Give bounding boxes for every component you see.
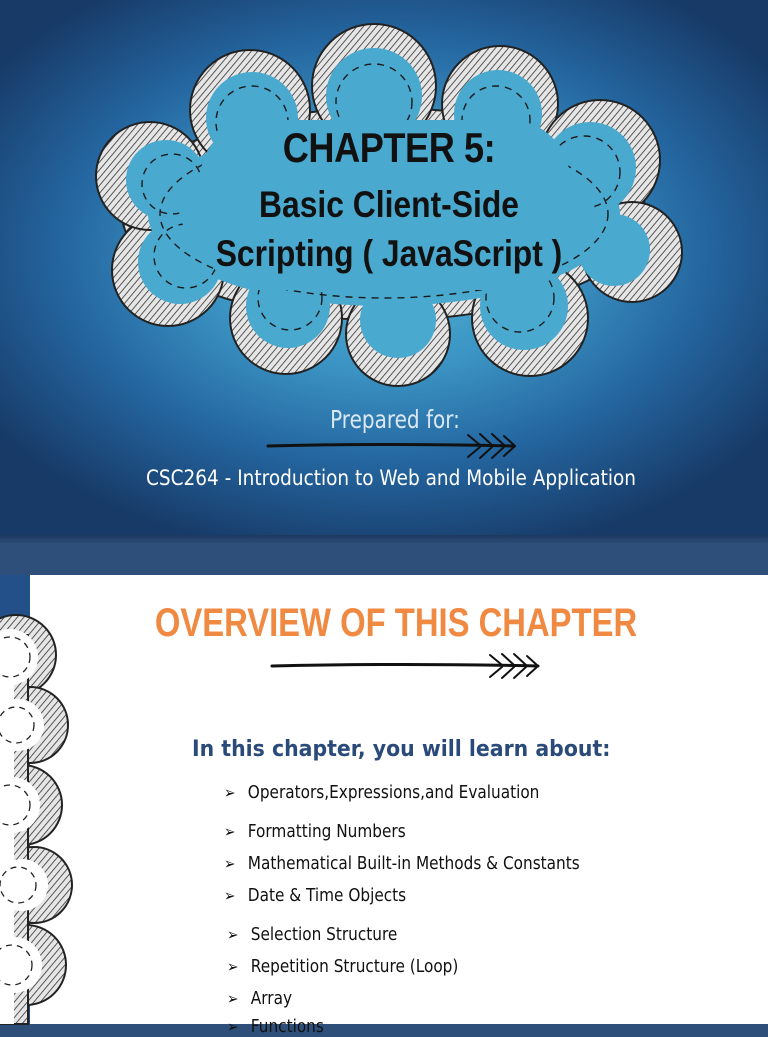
arrow-bullet-icon: ➢ <box>227 925 239 944</box>
prepared-for-label: Prepared for: <box>330 405 460 434</box>
list-item <box>224 821 406 842</box>
list-item <box>224 782 539 803</box>
list-item <box>227 988 292 1009</box>
side-cloud-frame <box>0 575 90 1024</box>
list-item-text: Functions <box>250 1016 324 1037</box>
branch-divider-icon <box>270 653 550 685</box>
overview-title: OVERVIEW OF THIS CHAPTER <box>154 601 638 645</box>
list-item <box>224 885 406 906</box>
chapter-heading: CHAPTER 5: <box>282 124 496 171</box>
list-item-text: Mathematical Built-in Methods & Constants <box>247 853 580 874</box>
branch-divider-icon <box>266 430 528 462</box>
course-name: CSC264 - Introduction to Web and Mobile Application <box>146 466 636 490</box>
list-item-text: Array <box>250 988 293 1009</box>
overview-slide <box>0 575 768 1037</box>
arrow-bullet-icon: ➢ <box>224 822 236 841</box>
list-item <box>224 853 580 874</box>
list-item <box>227 924 397 945</box>
chapter-subtitle-line1: Basic Client-Side <box>259 184 519 225</box>
chapter-subtitle-line2: Scripting ( JavaScript ) <box>215 233 563 274</box>
arrow-bullet-icon: ➢ <box>227 1017 239 1036</box>
list-item-text: Repetition Structure (Loop) <box>250 956 459 977</box>
list-item-text: Formatting Numbers <box>247 821 406 842</box>
list-item-text: Selection Structure <box>250 924 398 945</box>
arrow-bullet-icon: ➢ <box>227 989 239 1008</box>
learn-intro: In this chapter, you will learn about: <box>192 737 611 762</box>
arrow-bullet-icon: ➢ <box>224 886 236 905</box>
arrow-bullet-icon: ➢ <box>224 783 236 802</box>
list-item <box>227 1016 324 1037</box>
list-item-text: Operators,Expressions,and Evaluation <box>247 782 540 803</box>
list-item <box>227 956 458 977</box>
arrow-bullet-icon: ➢ <box>227 957 239 976</box>
list-item-text: Date & Time Objects <box>247 885 407 906</box>
slide-divider <box>0 543 768 575</box>
arrow-bullet-icon: ➢ <box>224 854 236 873</box>
